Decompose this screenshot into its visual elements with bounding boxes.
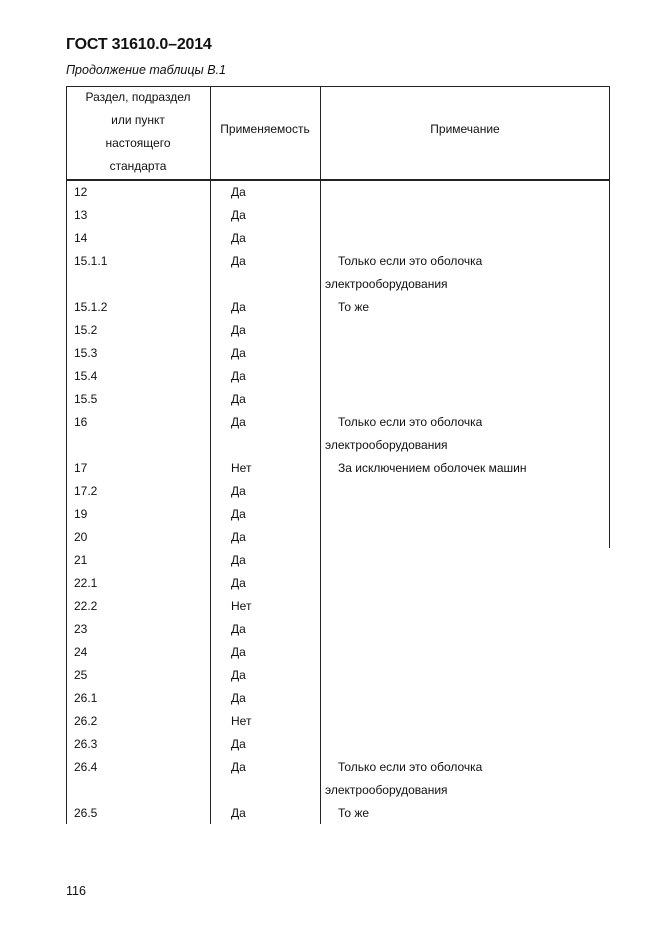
cell-section: 15.5 xyxy=(74,392,98,406)
cell-applicability: Да xyxy=(231,530,246,544)
cell-applicability: Да xyxy=(231,323,246,337)
cell-section: 20 xyxy=(74,530,88,544)
cell-applicability: Да xyxy=(231,392,246,406)
table-row xyxy=(66,503,610,526)
cell-applicability: Да xyxy=(231,484,246,498)
cell-note xyxy=(320,756,610,802)
cell-section: 16 xyxy=(74,415,88,429)
cell-applicability: Да xyxy=(231,737,246,751)
table-row xyxy=(66,595,610,618)
header-section-line: Раздел, подраздел xyxy=(85,90,191,104)
header-section-line: или пункт xyxy=(111,113,165,127)
cell-applicability: Да xyxy=(231,691,246,705)
cell-section: 23 xyxy=(74,622,88,636)
cell-section: 26.3 xyxy=(74,737,98,751)
table-row xyxy=(66,710,610,733)
cell-note xyxy=(320,457,610,480)
cell-section: 15.2 xyxy=(74,323,98,337)
cell-note xyxy=(320,296,610,319)
table-row xyxy=(66,549,610,572)
cell-applicability: Да xyxy=(231,415,246,429)
cell-applicability: Да xyxy=(231,231,246,245)
table-caption: Продолжение таблицы В.1 xyxy=(66,63,226,77)
cell-section: 15.3 xyxy=(74,346,98,360)
cell-section: 19 xyxy=(74,507,88,521)
applicability-table xyxy=(66,86,610,824)
cell-note xyxy=(320,250,610,296)
note-line: электрооборудования xyxy=(325,783,448,797)
cell-section: 26.5 xyxy=(74,806,98,820)
cell-section: 21 xyxy=(74,553,88,567)
table-row xyxy=(66,181,610,204)
cell-applicability: Да xyxy=(231,346,246,360)
cell-applicability: Да xyxy=(231,185,246,199)
cell-note xyxy=(320,802,610,825)
table-row xyxy=(66,388,610,411)
table-row xyxy=(66,572,610,595)
table-row xyxy=(66,480,610,503)
table-row xyxy=(66,204,610,227)
document-title: ГОСТ 31610.0–2014 xyxy=(66,36,212,53)
table-row xyxy=(66,319,610,342)
cell-applicability: Нет xyxy=(231,599,252,613)
table-row xyxy=(66,526,610,549)
cell-applicability: Да xyxy=(231,553,246,567)
header-section-line: настоящего xyxy=(105,136,171,150)
cell-applicability: Да xyxy=(231,668,246,682)
cell-applicability: Да xyxy=(231,300,246,314)
table-row xyxy=(66,227,610,250)
cell-section: 17.2 xyxy=(74,484,98,498)
note-line: За исключением оболочек машин xyxy=(338,461,527,475)
cell-applicability: Да xyxy=(231,645,246,659)
cell-section: 24 xyxy=(74,645,88,659)
table-row xyxy=(66,250,610,296)
table-row xyxy=(66,802,610,825)
header-section xyxy=(66,86,210,178)
table-row xyxy=(66,733,610,756)
note-line: Только если это оболочка xyxy=(338,415,483,429)
table-row xyxy=(66,687,610,710)
table-row xyxy=(66,641,610,664)
cell-applicability: Нет xyxy=(231,714,252,728)
note-line: электрооборудования xyxy=(325,277,448,291)
cell-applicability: Да xyxy=(231,622,246,636)
cell-section: 17 xyxy=(74,461,88,475)
cell-applicability: Да xyxy=(231,806,246,820)
table-row xyxy=(66,411,610,457)
cell-applicability: Нет xyxy=(231,461,252,475)
cell-note xyxy=(320,411,610,457)
cell-section: 22.2 xyxy=(74,599,98,613)
cell-section: 25 xyxy=(74,668,88,682)
table-row xyxy=(66,365,610,388)
cell-applicability: Да xyxy=(231,254,246,268)
cell-section: 12 xyxy=(74,185,88,199)
cell-section: 15.4 xyxy=(74,369,98,383)
cell-section: 13 xyxy=(74,208,88,222)
cell-section: 26.4 xyxy=(74,760,98,774)
table-row xyxy=(66,296,610,319)
cell-applicability: Да xyxy=(231,208,246,222)
header-note: Примечание xyxy=(430,122,500,136)
cell-section: 22.1 xyxy=(74,576,98,590)
cell-section: 26.1 xyxy=(74,691,98,705)
note-line: электрооборудования xyxy=(325,438,448,452)
table-row xyxy=(66,457,610,480)
note-line: Только если это оболочка xyxy=(338,760,483,774)
table-row xyxy=(66,664,610,687)
cell-applicability: Да xyxy=(231,369,246,383)
cell-applicability: Да xyxy=(231,576,246,590)
table-body xyxy=(66,181,610,825)
note-line: То же xyxy=(338,300,370,314)
cell-applicability: Да xyxy=(231,760,246,774)
table-row xyxy=(66,618,610,641)
table-row xyxy=(66,342,610,365)
cell-section: 15.1.2 xyxy=(74,300,108,314)
page-number: 116 xyxy=(66,884,86,898)
note-line: Только если это оболочка xyxy=(338,254,483,268)
header-section-line: стандарта xyxy=(109,159,167,173)
cell-section: 14 xyxy=(74,231,88,245)
cell-section: 15.1.1 xyxy=(74,254,108,268)
table-row xyxy=(66,756,610,802)
cell-section: 26.2 xyxy=(74,714,98,728)
note-line: То же xyxy=(338,806,370,820)
cell-applicability: Да xyxy=(231,507,246,521)
header-applicability: Применяемость xyxy=(220,122,310,136)
